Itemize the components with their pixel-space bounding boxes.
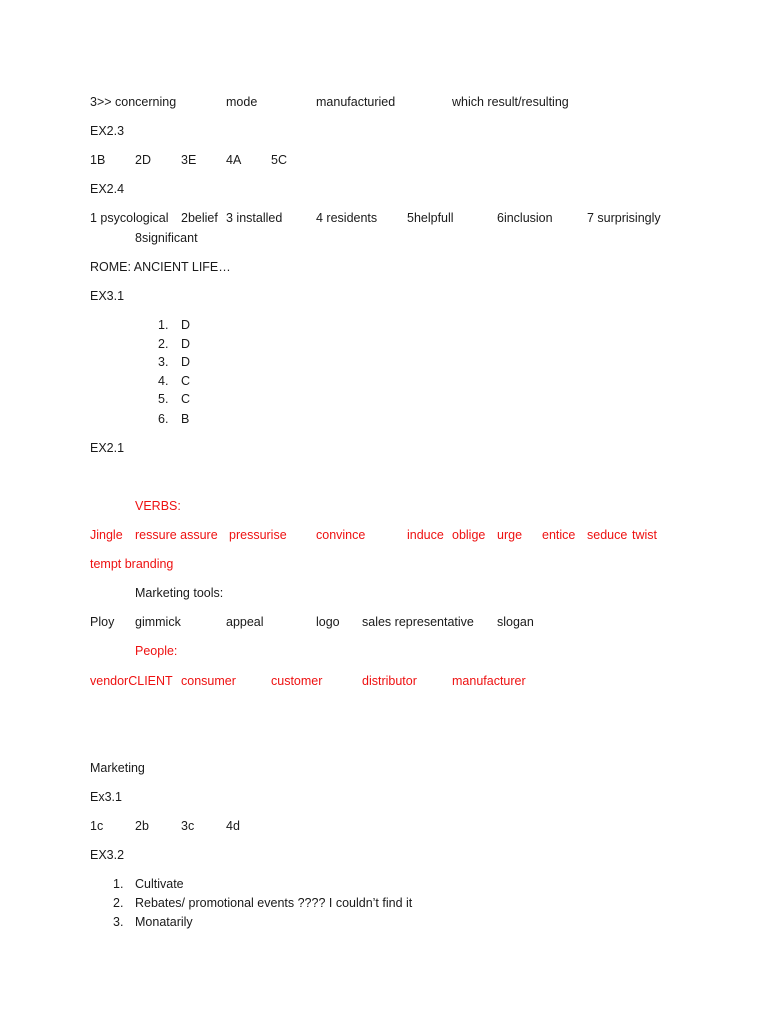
list-number: 5.: [158, 392, 169, 406]
people-word: customer: [271, 674, 323, 688]
verb-line: tempt branding: [90, 557, 174, 571]
list-item: Cultivate: [135, 877, 184, 891]
tool-word: Ploy: [90, 615, 115, 629]
people-word: consumer: [181, 674, 236, 688]
verbs-heading: VERBS:: [135, 499, 181, 513]
verb-word: Jingle: [90, 528, 123, 542]
list-item: C: [181, 374, 191, 388]
exercise-label: Ex3.1: [90, 790, 122, 804]
answer-item: 1B: [90, 153, 106, 167]
people-heading: People:: [135, 644, 178, 658]
list-number: 1.: [158, 318, 169, 332]
list-item: D: [181, 318, 191, 332]
tool-word: gimmick: [135, 615, 181, 629]
answer-item: 4A: [226, 153, 242, 167]
tools-heading: Marketing tools:: [135, 586, 224, 600]
answer-item: 5C: [271, 153, 287, 167]
people-word: vendorCLIENT: [90, 674, 173, 688]
list-number: 2.: [113, 896, 124, 910]
section-title: ROME: ANCIENT LIFE…: [90, 260, 231, 274]
answer-item: 6inclusion: [497, 211, 553, 225]
list-number: 3.: [158, 355, 169, 369]
exercise-label: EX3.2: [90, 848, 125, 862]
list-item: B: [181, 412, 190, 426]
answer-item: 3c: [181, 819, 195, 833]
exercise-label: EX2.4: [90, 182, 125, 196]
people-word: manufacturer: [452, 674, 526, 688]
answer-item: 4 residents: [316, 211, 378, 225]
list-item: C: [181, 392, 191, 406]
verb-word: twist: [632, 528, 657, 542]
answer-mode: mode: [226, 95, 258, 109]
tool-word: slogan: [497, 615, 534, 629]
answer-which-result: which result/resulting: [452, 95, 569, 109]
list-item: Rebates/ promotional events ???? I couldn’t find it: [135, 896, 413, 910]
answer-item: 4d: [226, 819, 240, 833]
list-item: D: [181, 337, 191, 351]
verb-word: seduce: [587, 528, 628, 542]
answer-item: 1 psycological: [90, 211, 169, 225]
answer-item: 1c: [90, 819, 104, 833]
list-number: 6.: [158, 412, 169, 426]
verb-word: ressure assure: [135, 528, 218, 542]
verb-word: oblige: [452, 528, 486, 542]
list-item: Monatarily: [135, 915, 193, 929]
list-number: 3.: [113, 915, 124, 929]
exercise-label: EX2.3: [90, 124, 125, 138]
verb-word: pressurise: [229, 528, 287, 542]
verb-word: urge: [497, 528, 523, 542]
answer-item: 2D: [135, 153, 151, 167]
tool-word: logo: [316, 615, 340, 629]
section-title: Marketing: [90, 761, 145, 775]
tool-word: sales representative: [362, 615, 474, 629]
verb-word: induce: [407, 528, 444, 542]
answer-manufacturied: manufacturied: [316, 95, 396, 109]
tool-word: appeal: [226, 615, 264, 629]
list-number: 2.: [158, 337, 169, 351]
answer-item: 7 surprisingly: [587, 211, 661, 225]
answer-item: 8significant: [135, 231, 198, 245]
answer-item: 2belief: [181, 211, 218, 225]
answer-item: 3 installed: [226, 211, 283, 225]
exercise-label: EX2.1: [90, 441, 125, 455]
list-number: 4.: [158, 374, 169, 388]
exercise-label: EX3.1: [90, 289, 125, 303]
list-item: D: [181, 355, 191, 369]
answer-item: 5helpfull: [407, 211, 454, 225]
list-number: 1.: [113, 877, 124, 891]
answer-concerning: 3>> concerning: [90, 95, 177, 109]
people-word: distributor: [362, 674, 417, 688]
answer-item: 2b: [135, 819, 149, 833]
verb-word: entice: [542, 528, 576, 542]
answer-item: 3E: [181, 153, 197, 167]
verb-word: convince: [316, 528, 366, 542]
